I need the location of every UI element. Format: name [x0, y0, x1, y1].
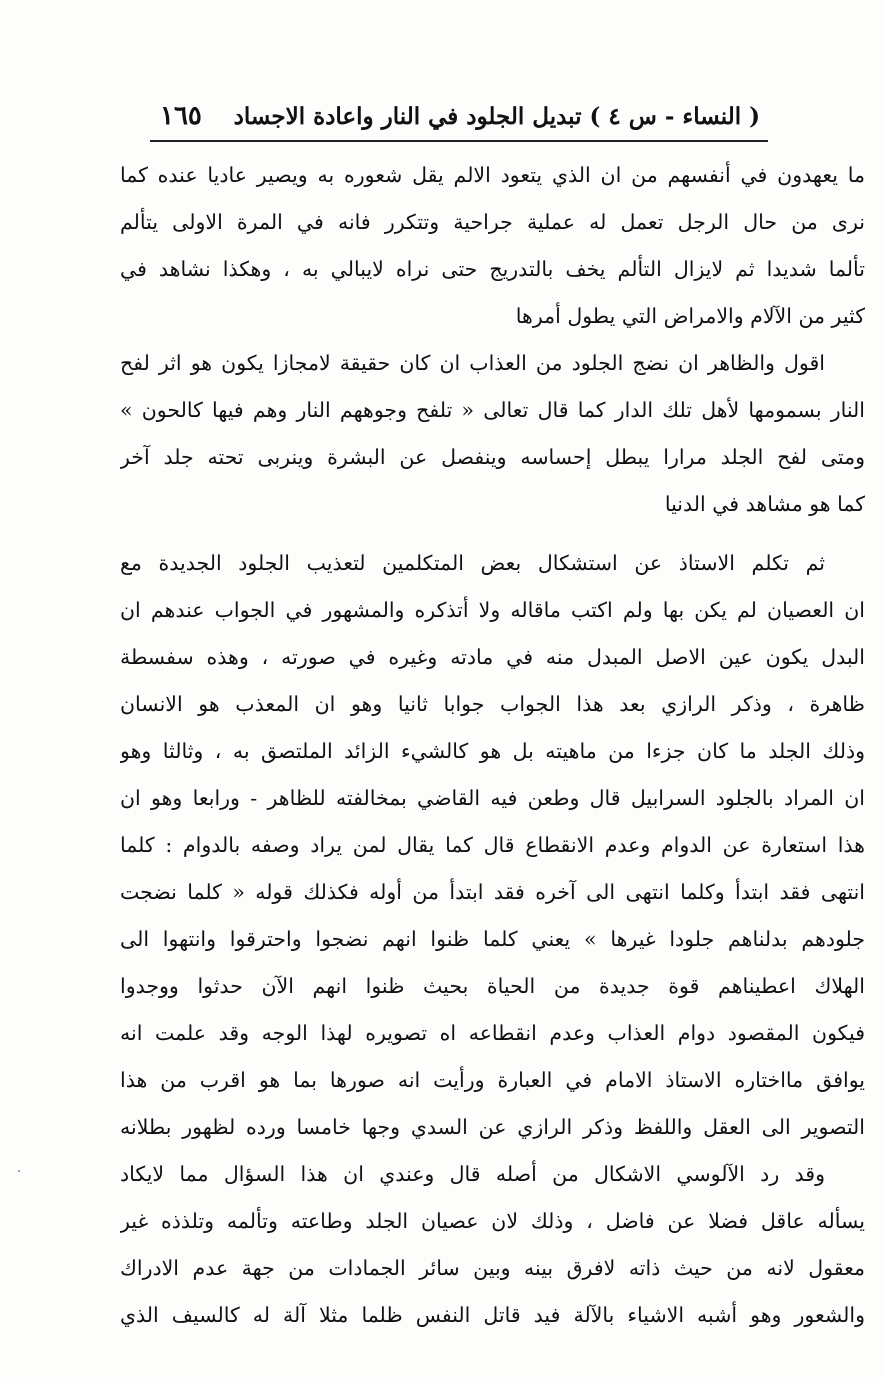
text-line: ظاهرة ، وذكر الرازي بعد هذا الجواب جوابا ثانيا وهو ان المعذب هو الانسان	[120, 692, 865, 716]
text-line: معقول لانه من حيث ذاته لافرق بينه وبين سائر الجمادات من جهة عدم الادراك	[120, 1256, 865, 1280]
text-line: الهلاك اعطيناهم قوة جديدة من الحياة بحيث ظنوا انهم الآن حدثوا ووجدوا	[120, 974, 865, 998]
text-line: والشعور وهو أشبه الاشياء بالآلة فيد قاتل النفس ظلما مثلا آلة له كالسيف الذي	[120, 1303, 865, 1327]
page-number: ١٦٥	[160, 101, 202, 131]
paragraph-1	[120, 152, 865, 340]
text-line: انتهى فقد ابتدأ وكلما انتهى الى آخره فقد ابتدأ من أوله فكذلك قوله « كلما نضجت	[120, 880, 865, 904]
text-line: نرى من حال الرجل تعمل له عملية جراحية وتتكرر فانه في المرة الاولى يتألم	[120, 210, 865, 234]
page-header	[160, 96, 760, 136]
text-line: ما يعهدون في أنفسهم من ان الذي يتعود الالم يقل شعوره به ويصير عاديا عنده كما	[120, 163, 865, 187]
text-line: ان المراد بالجلود السرابيل قال وطعن فيه القاضي بمخالفته للظاهر - ورابعا وهو ان	[120, 786, 865, 810]
text-line: كثير من الآلام والامراض التي يطول أمرها	[515, 304, 865, 328]
paragraph-3	[120, 540, 865, 1151]
scan-speck	[18, 1170, 20, 1172]
text-line: يسأله عاقل فضلا عن فاضل ، وذلك لان عصيان الجلد وطاعته وتألمه وتلذذه غير	[120, 1209, 865, 1233]
text-line: ان العصيان لم يكن بها ولم اكتب ماقاله ولا أتذكره والمشهور في الجواب عندهم ان	[120, 598, 865, 622]
text-line: تألما شديدا ثم لايزال التألم يخف بالتدريج حتى نراه لايبالي به ، وهكذا نشاهد في	[120, 257, 865, 281]
text-line: التصوير الى العقل واللفظ وذكر الرازي عن السدي وجها خامسا ورده لظهور بطلانه	[120, 1115, 865, 1139]
paragraph-2	[120, 340, 865, 528]
text-line: النار بسمومها لأهل تلك الدار كما قال تعالى « تلفح وجوههم النار وهم فيها كالحون »	[120, 398, 865, 422]
running-title: ( النساء - س ٤ ) تبديل الجلود في النار واعادة الاجساد	[233, 102, 760, 130]
text-line: اقول والظاهر ان نضج الجلود من العذاب ان كان حقيقة لامجازا يكون هو اثر لفح	[120, 351, 825, 375]
paragraph-4	[120, 1151, 865, 1339]
text-line: يوافق مااختاره الاستاذ الامام في العبارة ورأيت انه صورها بما هو اقرب من هذا	[120, 1068, 865, 1092]
text-line: وقد رد الآلوسي الاشكال من أصله قال وعندي ان هذا السؤال مما لايكاد	[120, 1162, 825, 1186]
text-line: هذا استعارة عن الدوام وعدم الانقطاع قال كما يقال لمن يراد وصفه بالدوام : كلما	[120, 833, 865, 857]
body-text	[120, 152, 865, 1339]
text-line: وذلك الجلد ما كان جزءا من ماهيته بل هو كالشيء الزائد الملتصق به ، وثالثا وهو	[120, 739, 865, 763]
text-line: ومتى لفح الجلد مرارا يبطل إحساسه وينفصل عن البشرة وينربى تحته جلد آخر	[120, 445, 865, 469]
text-line: كما هو مشاهد في الدنيا	[664, 492, 865, 516]
text-line: جلودهم بدلناهم جلودا غيرها » يعني كلما ظنوا انهم نضجوا واحترقوا وانتهوا الى	[120, 927, 865, 951]
text-line: البدل يكون عين الاصل المبدل منه في مادته وغيره في صورته ، وهذه سفسطة	[120, 645, 865, 669]
header-rule	[150, 140, 768, 142]
text-line: فيكون المقصود دوام العذاب وعدم انقطاعه اه تصويره لهذا الوجه وقد علمت انه	[120, 1021, 865, 1045]
text-line: ثم تكلم الاستاذ عن استشكال بعض المتكلمين لتعذيب الجلود الجديدة مع	[120, 551, 825, 575]
